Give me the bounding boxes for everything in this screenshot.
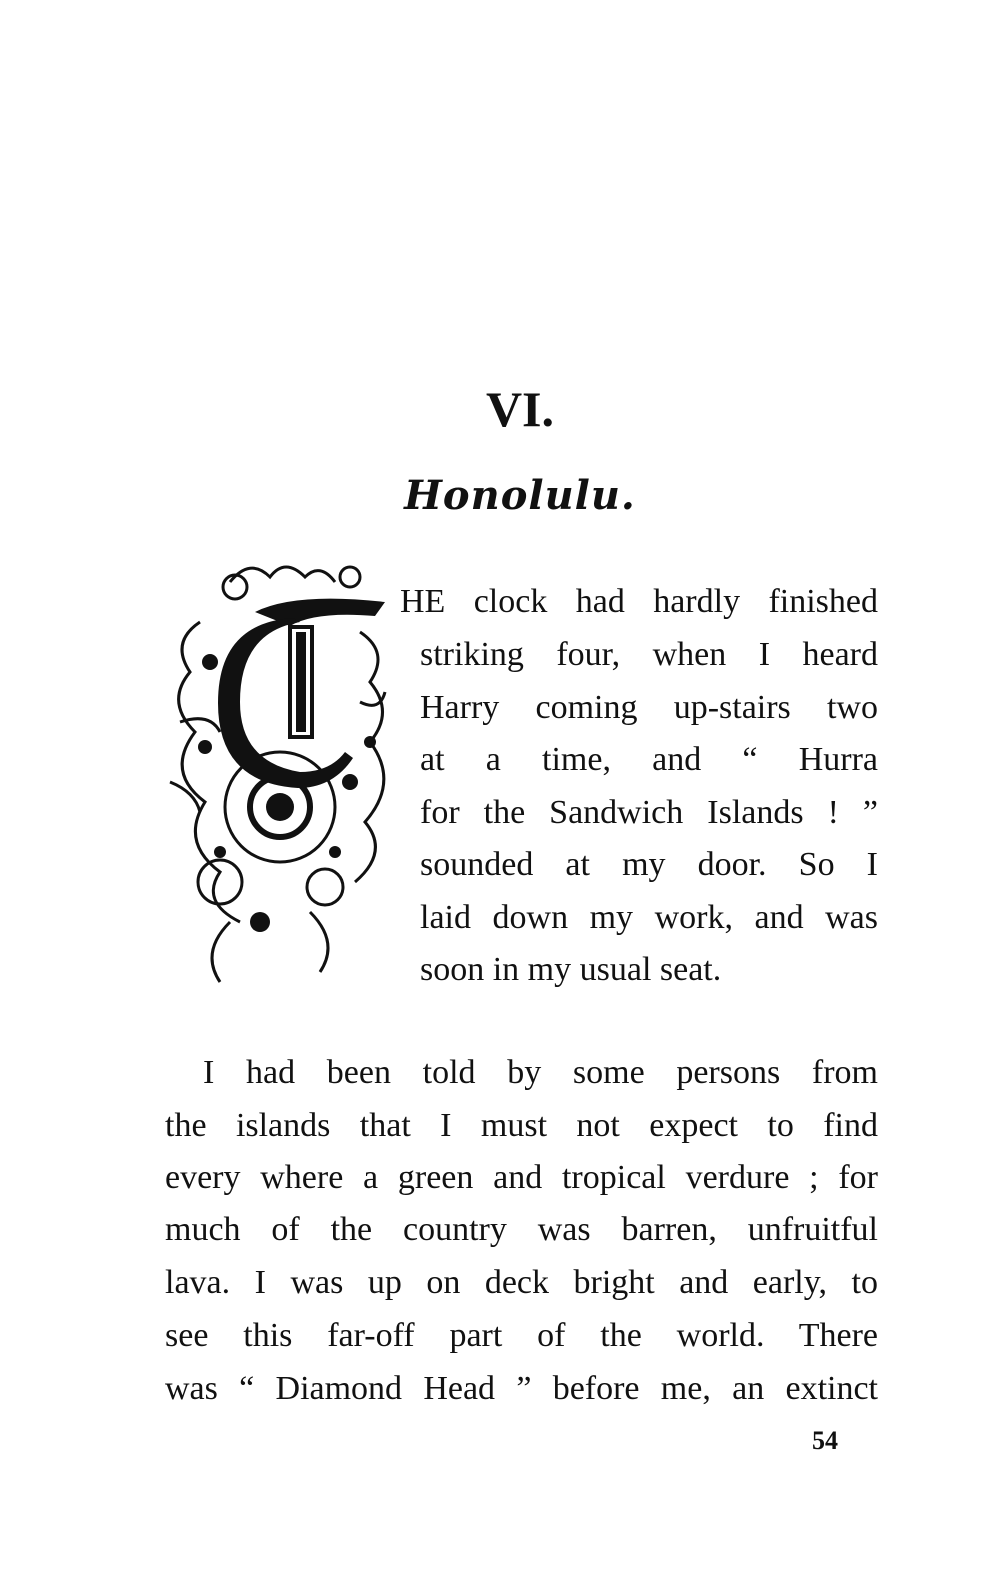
page-number: 54 <box>812 1426 838 1455</box>
text-line: see this far-off part of the world. There <box>165 1317 878 1354</box>
text-line: for the Sandwich Islands ! ” <box>420 794 878 831</box>
chapter-title: Honolulu. <box>404 472 636 519</box>
text-line: HE clock had hardly finished <box>400 583 878 620</box>
text-line: striking four, when I heard <box>420 636 878 673</box>
ornamental-drop-cap-t-icon <box>160 552 395 992</box>
text-line: the islands that I must not expect to find <box>165 1107 878 1144</box>
text-line: was “ Diamond Head ” before me, an extinct <box>165 1370 878 1407</box>
text-line: every where a green and tropical verdure ; for <box>165 1159 878 1196</box>
text-line: Harry coming up-stairs two <box>420 689 878 726</box>
text-line: lava. I was up on deck bright and early, to <box>165 1264 878 1301</box>
chapter-number: VI. <box>485 381 555 437</box>
text-line: at a time, and “ Hurra <box>420 741 878 778</box>
text-line: sounded at my door. So I <box>420 846 878 883</box>
text-line: much of the country was barren, unfruitful <box>165 1211 878 1248</box>
text-line: laid down my work, and was <box>420 899 878 936</box>
text-line: I had been told by some persons from <box>203 1054 878 1091</box>
text-line: soon in my usual seat. <box>420 951 722 988</box>
